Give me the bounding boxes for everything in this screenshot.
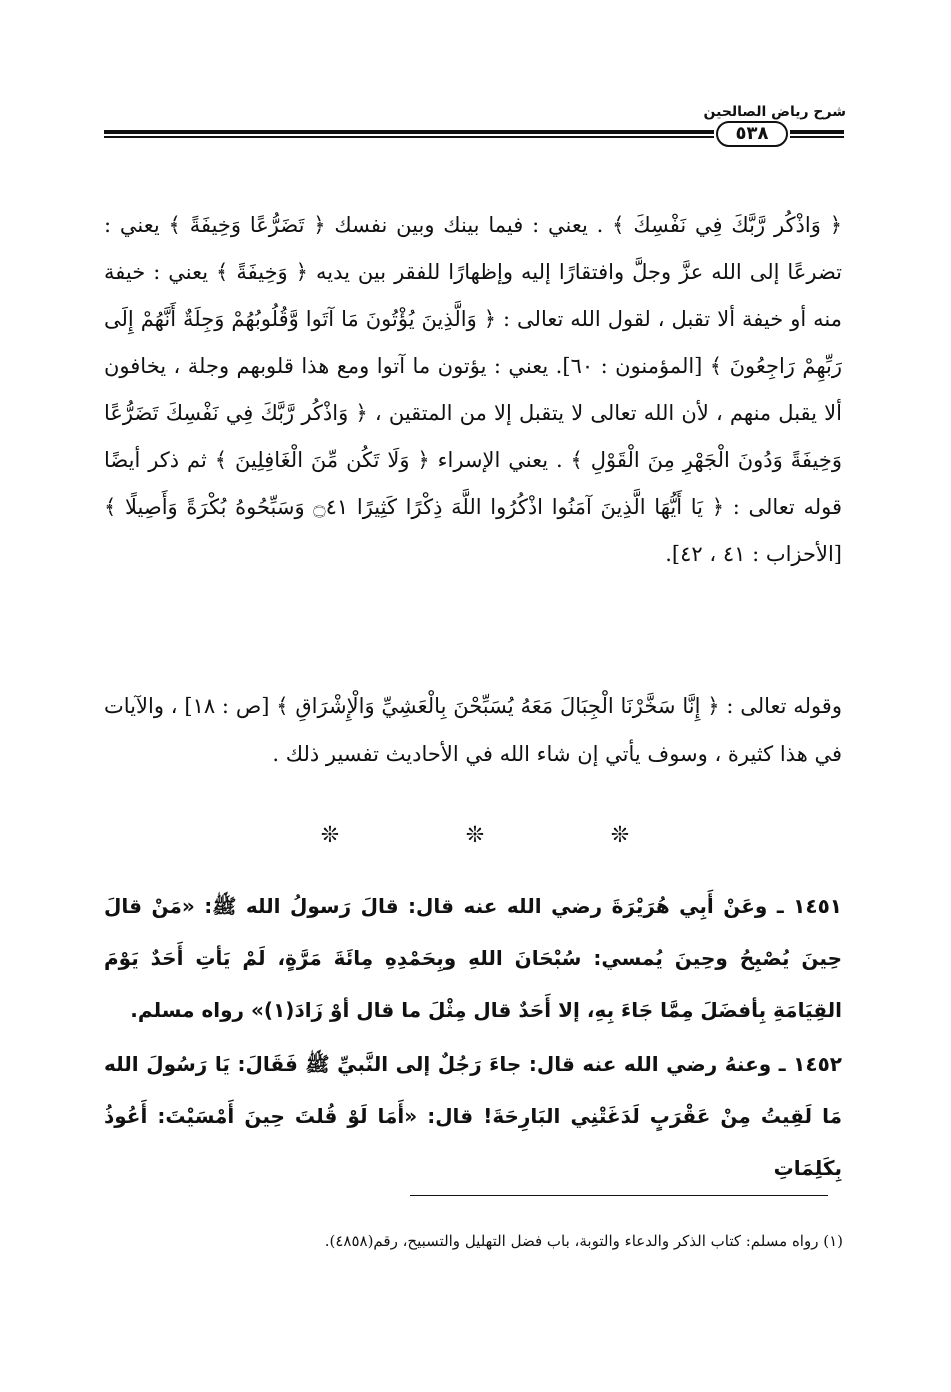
- footnote: (١) رواه مسلم: كتاب الذكر والدعاء والتوبة، باب فضل التهليل والتسبيح، رقم(٤٨٥٨).: [324, 1232, 843, 1250]
- header-rule: [790, 130, 844, 134]
- header-rule: [790, 136, 844, 138]
- section-separator: [300, 823, 650, 848]
- header-rule: [104, 136, 714, 138]
- commentary-text: ﴿ وَاذْكُر رَّبَّكَ فِي نَفْسِكَ ﴾ . يعني : فيما بينك وبين نفسك ﴿ تَضَرُّعًا وَخِيفَةً ﴾ يعني : تضرعًا إلى الله عزَّ وجلَّ وافتقارًا إليه وإظهارًا للفقر بين يديه ﴿ وَخِيفَةً ﴾ يعني : خيفة منه أو خيفة ألا تقبل ، لقول الله تعالى : ﴿ وَالَّذِينَ يُؤْتُونَ مَا آتَوا وَّقُلُوبُهُمْ وَجِلَةٌ أَنَّهُمْ إِلَى رَبِّهِمْ رَاجِعُونَ ﴾ [المؤمنون : ٦٠]. يعني : يؤتون ما آتوا ومع هذا قلوبهم وجلة ، يخافون ألا يقبل منهم ، لأن الله تعالى لا يتقبل إلا من المتقين ، ﴿ وَاذْكُر رَّبَّكَ فِي نَفْسِكَ تَضَرُّعًا وَخِيفَةً وَدُونَ الْجَهْرِ مِنَ الْقَوْلِ ﴾ . يعني الإسراء ﴿ وَلَا تَكُن مِّنَ الْغَافِلِينَ ﴾ ثم ذكر أيضًا قوله تعالى : ﴿ يَا أَيُّهَا الَّذِينَ آمَنُوا اذْكُرُوا اللَّهَ ذِكْرًا كَثِيرًا ۝٤١ وَسَبِّحُوهُ بُكْرَةً وَأَصِيلًا ﴾ [الأحزاب : ٤١ ، ٤٢].: [104, 213, 843, 566]
- commentary-paragraph: [104, 682, 842, 778]
- commentary-paragraph: [104, 202, 842, 578]
- commentary-text: وقوله تعالى : ﴿ إِنَّا سَخَّرْنَا الْجِبَالَ مَعَهُ يُسَبِّحْنَ بِالْعَشِيِّ وَالْإِشْرَاقِ ﴾ [ص : ١٨] ، والآيات في هذا كثيرة ، وسوف يأتي إن شاء الله في الأحاديث تفسير ذلك .: [104, 694, 842, 766]
- asterism-icon: ❊: [465, 823, 485, 848]
- footnote-rule: [410, 1195, 828, 1196]
- running-title: شرح رياض الصالحين: [703, 104, 846, 120]
- asterism-icon: ❊: [320, 823, 340, 848]
- header-rule: [104, 130, 714, 134]
- asterism-icon: ❊: [610, 823, 630, 848]
- page-number: ٥٣٨: [716, 121, 788, 147]
- hadith-text: ١٤٥١ ـ وعَنْ أَبِي هُرَيْرَةَ رضي الله عنه قال: قالَ رَسولُ الله ﷺ: «مَنْ قالَ حِينَ يُصْبِحُ وحِينَ يُمسي: سُبْحَانَ اللهِ وبِحَمْدِهِ مِائَةَ مَرَّةٍ، لَمْ يَأتِ أَحَدٌ يَوْمَ القِيَامَةِ بِأفضَلَ مِمَّا جَاءَ بِهِ، إلا أَحَدٌ قال مِثْلَ ما قال أوْ زَادَ(١)» رواه مسلم.: [104, 894, 842, 1022]
- hadith-section: [104, 880, 842, 1196]
- hadith-text: ١٤٥٢ ـ وعنهُ رضي الله عنه قال: جاءَ رَجُلٌ إلى النَّبيِّ ﷺ فَقَالَ: يَا رَسُولَ الله مَا لَقِيتُ مِنْ عَقْرَبٍ لَدَغَتْنِي البَارِحَةَ! قال: «أَمَا لَوْ قُلتَ حِينَ أَمْسَيْتَ: أَعُوذُ بِكَلِمَاتِ: [104, 1052, 842, 1180]
